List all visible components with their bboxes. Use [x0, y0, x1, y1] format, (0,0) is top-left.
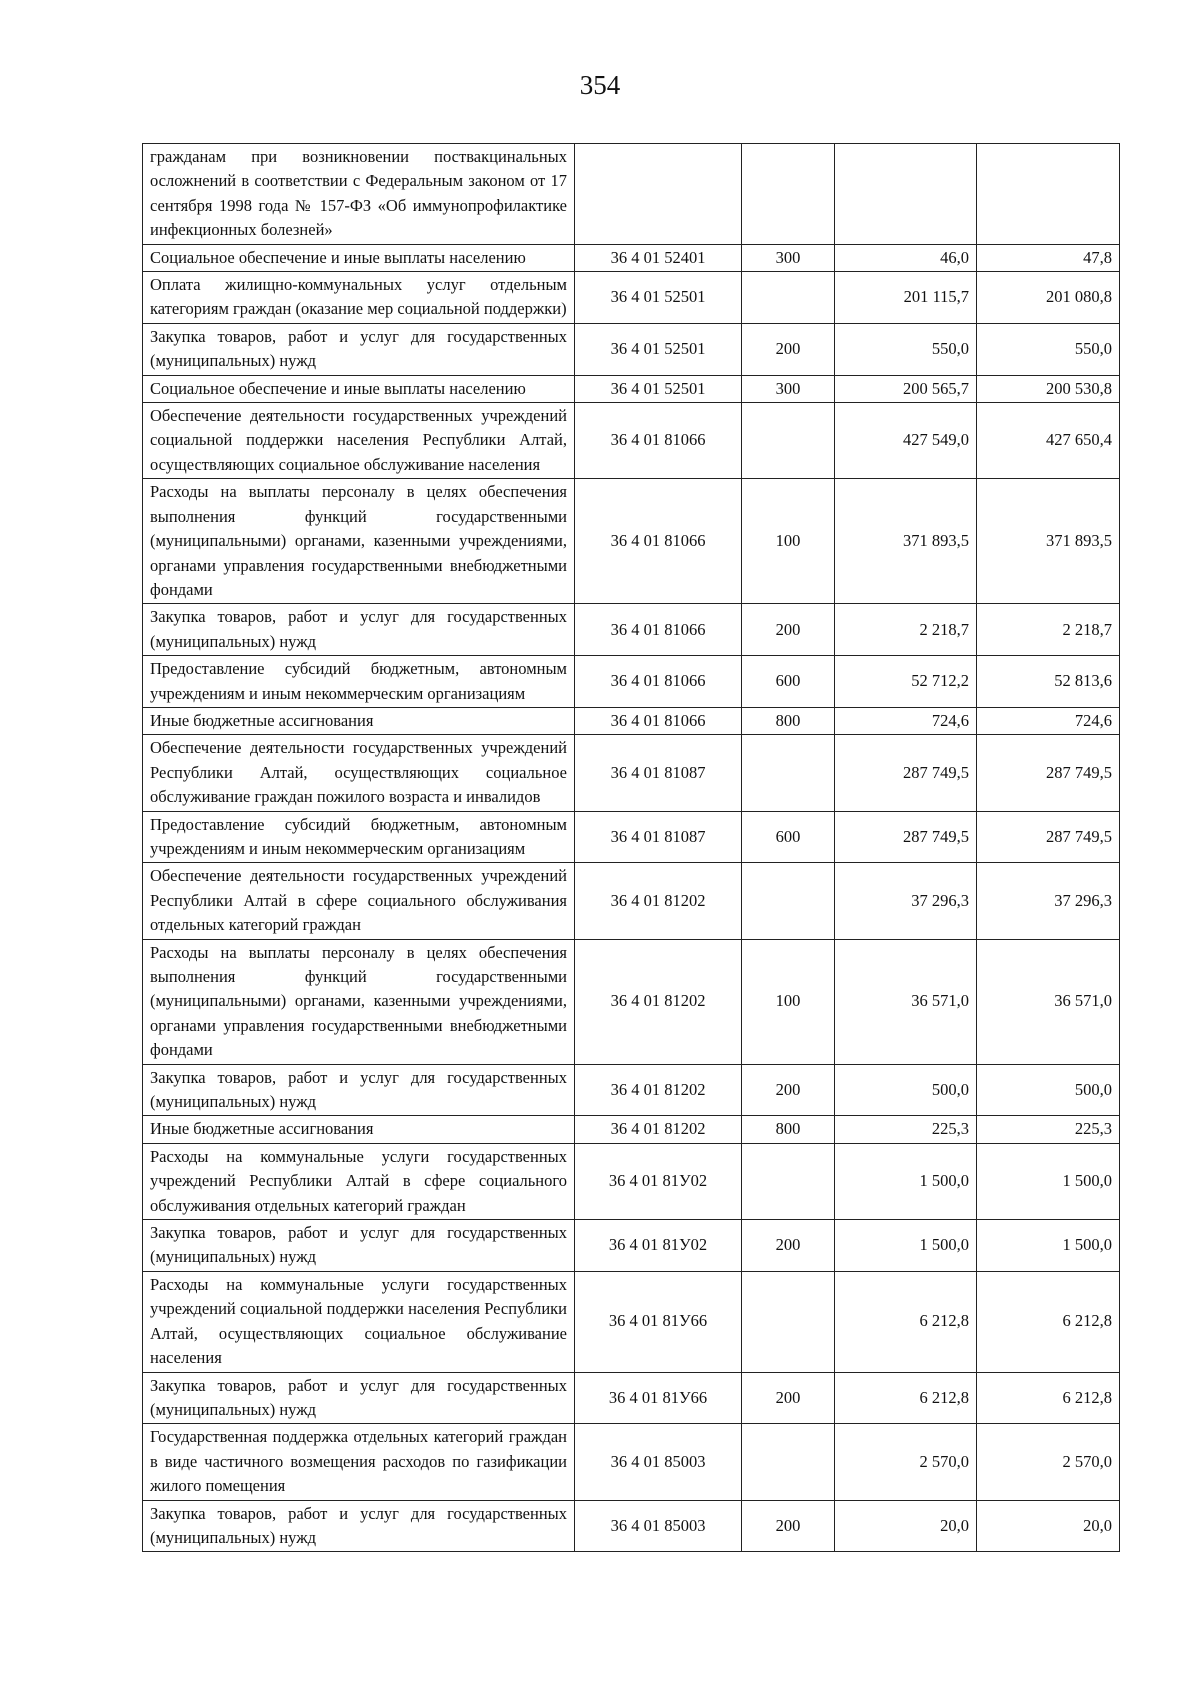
row-amount-year1-cell: 1 500,0 [835, 1143, 977, 1219]
table-row [143, 1116, 1120, 1143]
table-row [143, 375, 1120, 402]
table-row [143, 244, 1120, 271]
row-code-cell: 36 4 01 52501 [575, 375, 742, 402]
row-amount-year2-cell: 550,0 [977, 323, 1120, 375]
row-expense-type-cell [742, 1424, 835, 1500]
row-amount-year1-cell: 201 115,7 [835, 272, 977, 324]
row-amount-year2-cell: 287 749,5 [977, 735, 1120, 811]
budget-table-body [143, 144, 1120, 1552]
row-amount-year2-cell: 1 500,0 [977, 1143, 1120, 1219]
row-name-cell: Расходы на выплаты персоналу в целях обеспечения выполнения функций государственными (муниципальными) органами, казенными учреждениями, органами управления государственными внебюджетными фондами [143, 479, 575, 604]
row-name-cell: Государственная поддержка отдельных категорий граждан в виде частичного возмещения расходов по газификации жилого помещения [143, 1424, 575, 1500]
row-code-cell: 36 4 01 81066 [575, 403, 742, 479]
row-expense-type-cell: 300 [742, 375, 835, 402]
row-amount-year1-cell: 37 296,3 [835, 863, 977, 939]
row-amount-year2-cell: 225,3 [977, 1116, 1120, 1143]
row-name-cell: Закупка товаров, работ и услуг для государственных (муниципальных) нужд [143, 1064, 575, 1116]
row-code-cell: 36 4 01 81066 [575, 604, 742, 656]
table-row [143, 1271, 1120, 1372]
row-amount-year2-cell: 2 570,0 [977, 1424, 1120, 1500]
row-code-cell: 36 4 01 81087 [575, 811, 742, 863]
row-amount-year2-cell: 371 893,5 [977, 479, 1120, 604]
row-amount-year2-cell: 724,6 [977, 707, 1120, 734]
row-amount-year2-cell: 201 080,8 [977, 272, 1120, 324]
row-expense-type-cell [742, 144, 835, 245]
row-amount-year2-cell: 6 212,8 [977, 1372, 1120, 1424]
table-row [143, 1372, 1120, 1424]
row-name-cell: Предоставление субсидий бюджетным, автономным учреждениям и иным некоммерческим организациям [143, 656, 575, 708]
row-name-cell: Закупка товаров, работ и услуг для государственных (муниципальных) нужд [143, 323, 575, 375]
row-expense-type-cell: 200 [742, 323, 835, 375]
row-amount-year1-cell: 52 712,2 [835, 656, 977, 708]
row-code-cell: 36 4 01 81У66 [575, 1271, 742, 1372]
row-name-cell: Расходы на выплаты персоналу в целях обеспечения выполнения функций государственными (муниципальными) органами, казенными учреждениями, органами управления государственными внебюджетными фондами [143, 939, 575, 1064]
table-row [143, 707, 1120, 734]
table-row [143, 1064, 1120, 1116]
row-name-cell: Обеспечение деятельности государственных учреждений социальной поддержки населения Республики Алтай, осуществляющих социальное обслуживание населения [143, 403, 575, 479]
row-amount-year1-cell: 2 570,0 [835, 1424, 977, 1500]
row-name-cell: Расходы на коммунальные услуги государственных учреждений социальной поддержки населения Республики Алтай, осуществляющих социальное обслуживание населения [143, 1271, 575, 1372]
row-expense-type-cell: 100 [742, 479, 835, 604]
table-row [143, 604, 1120, 656]
row-code-cell: 36 4 01 52501 [575, 272, 742, 324]
row-code-cell: 36 4 01 85003 [575, 1500, 742, 1552]
row-expense-type-cell: 600 [742, 811, 835, 863]
row-expense-type-cell [742, 1143, 835, 1219]
row-amount-year2-cell: 52 813,6 [977, 656, 1120, 708]
row-code-cell: 36 4 01 52401 [575, 244, 742, 271]
row-amount-year1-cell: 1 500,0 [835, 1220, 977, 1272]
table-row [143, 1500, 1120, 1552]
table-row [143, 735, 1120, 811]
row-code-cell: 36 4 01 81У02 [575, 1143, 742, 1219]
row-expense-type-cell: 200 [742, 1372, 835, 1424]
budget-table [142, 143, 1120, 1552]
row-expense-type-cell: 800 [742, 1116, 835, 1143]
row-name-cell: Закупка товаров, работ и услуг для государственных (муниципальных) нужд [143, 604, 575, 656]
table-row [143, 811, 1120, 863]
row-name-cell: Иные бюджетные ассигнования [143, 707, 575, 734]
row-expense-type-cell: 200 [742, 1220, 835, 1272]
row-name-cell: Предоставление субсидий бюджетным, автономным учреждениям и иным некоммерческим организациям [143, 811, 575, 863]
row-expense-type-cell: 600 [742, 656, 835, 708]
row-name-cell: Иные бюджетные ассигнования [143, 1116, 575, 1143]
row-amount-year1-cell: 36 571,0 [835, 939, 977, 1064]
row-expense-type-cell: 200 [742, 1500, 835, 1552]
row-code-cell: 36 4 01 81202 [575, 1116, 742, 1143]
row-amount-year2-cell: 2 218,7 [977, 604, 1120, 656]
row-expense-type-cell: 200 [742, 604, 835, 656]
row-amount-year2-cell: 6 212,8 [977, 1271, 1120, 1372]
row-amount-year2-cell: 36 571,0 [977, 939, 1120, 1064]
row-name-cell: Социальное обеспечение и иные выплаты населению [143, 375, 575, 402]
row-name-cell: Обеспечение деятельности государственных учреждений Республики Алтай, осуществляющих социальное обслуживание граждан пожилого возраста и инвалидов [143, 735, 575, 811]
row-amount-year1-cell: 6 212,8 [835, 1271, 977, 1372]
row-amount-year1-cell: 371 893,5 [835, 479, 977, 604]
row-amount-year2-cell: 500,0 [977, 1064, 1120, 1116]
row-amount-year2-cell: 37 296,3 [977, 863, 1120, 939]
row-name-cell: Социальное обеспечение и иные выплаты населению [143, 244, 575, 271]
row-code-cell: 36 4 01 81202 [575, 939, 742, 1064]
row-amount-year1-cell: 500,0 [835, 1064, 977, 1116]
row-amount-year1-cell: 20,0 [835, 1500, 977, 1552]
row-amount-year2-cell [977, 144, 1120, 245]
table-row [143, 323, 1120, 375]
row-name-cell: Обеспечение деятельности государственных учреждений Республики Алтай в сфере социального обслуживания отдельных категорий граждан [143, 863, 575, 939]
row-expense-type-cell [742, 735, 835, 811]
row-code-cell: 36 4 01 81087 [575, 735, 742, 811]
row-amount-year1-cell [835, 144, 977, 245]
row-expense-type-cell [742, 863, 835, 939]
row-code-cell: 36 4 01 81202 [575, 1064, 742, 1116]
row-amount-year1-cell: 2 218,7 [835, 604, 977, 656]
row-amount-year1-cell: 550,0 [835, 323, 977, 375]
table-row [143, 403, 1120, 479]
table-row [143, 144, 1120, 245]
table-row [143, 479, 1120, 604]
row-code-cell: 36 4 01 81202 [575, 863, 742, 939]
row-amount-year1-cell: 427 549,0 [835, 403, 977, 479]
row-name-cell: Закупка товаров, работ и услуг для государственных (муниципальных) нужд [143, 1220, 575, 1272]
row-expense-type-cell: 800 [742, 707, 835, 734]
row-code-cell: 36 4 01 81066 [575, 479, 742, 604]
table-row [143, 1220, 1120, 1272]
row-amount-year2-cell: 20,0 [977, 1500, 1120, 1552]
row-amount-year1-cell: 287 749,5 [835, 811, 977, 863]
row-code-cell: 36 4 01 85003 [575, 1424, 742, 1500]
row-expense-type-cell [742, 403, 835, 479]
row-expense-type-cell: 100 [742, 939, 835, 1064]
row-code-cell: 36 4 01 81У66 [575, 1372, 742, 1424]
row-expense-type-cell: 200 [742, 1064, 835, 1116]
row-amount-year1-cell: 225,3 [835, 1116, 977, 1143]
row-amount-year2-cell: 1 500,0 [977, 1220, 1120, 1272]
row-name-cell: Закупка товаров, работ и услуг для государственных (муниципальных) нужд [143, 1372, 575, 1424]
table-row [143, 272, 1120, 324]
row-expense-type-cell [742, 1271, 835, 1372]
row-name-cell: гражданам при возникновении поствакцинальных осложнений в соответствии с Федеральным законом от 17 сентября 1998 года № 157-ФЗ «Об иммунопрофилактике инфекционных болезней» [143, 144, 575, 245]
row-amount-year1-cell: 6 212,8 [835, 1372, 977, 1424]
row-name-cell: Закупка товаров, работ и услуг для государственных (муниципальных) нужд [143, 1500, 575, 1552]
row-amount-year2-cell: 427 650,4 [977, 403, 1120, 479]
row-amount-year2-cell: 287 749,5 [977, 811, 1120, 863]
row-code-cell [575, 144, 742, 245]
table-row [143, 939, 1120, 1064]
page-number: 354 [579, 70, 621, 100]
row-name-cell: Расходы на коммунальные услуги государственных учреждений Республики Алтай в сфере социального обслуживания отдельных категорий граждан [143, 1143, 575, 1219]
row-amount-year1-cell: 46,0 [835, 244, 977, 271]
row-amount-year1-cell: 287 749,5 [835, 735, 977, 811]
row-amount-year1-cell: 200 565,7 [835, 375, 977, 402]
row-expense-type-cell: 300 [742, 244, 835, 271]
row-code-cell: 36 4 01 81066 [575, 656, 742, 708]
table-row [143, 863, 1120, 939]
table-row [143, 1424, 1120, 1500]
row-code-cell: 36 4 01 81У02 [575, 1220, 742, 1272]
table-row [143, 656, 1120, 708]
row-amount-year2-cell: 200 530,8 [977, 375, 1120, 402]
row-name-cell: Оплата жилищно-коммунальных услуг отдельным категориям граждан (оказание мер социальной поддержки) [143, 272, 575, 324]
row-code-cell: 36 4 01 52501 [575, 323, 742, 375]
row-amount-year1-cell: 724,6 [835, 707, 977, 734]
row-amount-year2-cell: 47,8 [977, 244, 1120, 271]
table-row [143, 1143, 1120, 1219]
row-code-cell: 36 4 01 81066 [575, 707, 742, 734]
row-expense-type-cell [742, 272, 835, 324]
